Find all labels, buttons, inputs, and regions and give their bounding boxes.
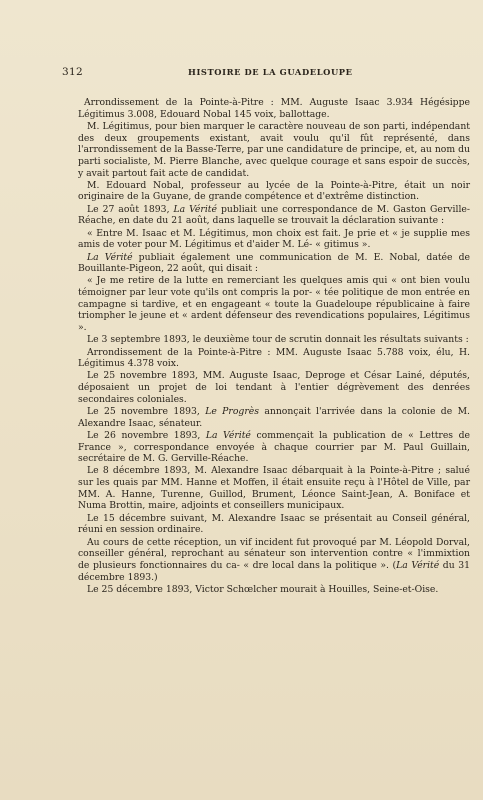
paragraph: [78, 537, 470, 584]
newspaper-title: Le Progrès: [205, 406, 259, 417]
page-number: 312: [62, 66, 83, 78]
running-title: HISTOIRE DE LA GUADELOUPE: [188, 67, 353, 77]
newspaper-title: La Vérité: [173, 203, 217, 215]
page-header: [62, 66, 466, 78]
paragraph: [78, 370, 470, 405]
newspaper-title: La Vérité: [205, 429, 251, 441]
paragraph: [78, 513, 470, 536]
paragraph-text: Le 8 décembre 1893, M. Alexandre Isaac débarquait à la Pointe-à-Pitre ; salué sur les quais par MM. Hanne et Moffen, il était ensuite reçu à l'Hôtel de Ville, par MM. A. Hanne, Turenne, Guillod, Brument, Léonce Saint-Jean, A. Boniface et Numa Brottin, maire, adjoints et conseillers municipaux.: [78, 465, 470, 512]
paragraph-text: commençait la publication de « Lettres de France », correspondance envoyée à chaque courrier par M. Paul Guillain, secrétaire de M. G. Gerville-Réache.: [78, 429, 470, 465]
paragraph-text: « Je me retire de la lutte en remerciant les quelques amis qui « ont bien voulu témoigner par leur vote qu'ils ont compris la por- « tée politique de mon entrée en campagne si tardive, et en engageant « toute la Guadeloupe républicaine à faire triompher le jeune et « ardent défenseur des revendications populaires, Légitimus ».: [78, 275, 470, 334]
paragraph-text: « Entre M. Isaac et M. Légitimus, mon choix est fait. Je prie et « je supplie mes amis de voter pour M. Légitimus et d'aider M. Lé- « gitimus ».: [78, 227, 470, 251]
paragraph: [78, 406, 470, 429]
paragraph-text: Arrondissement de la Pointe-à-Pitre : MM. Auguste Isaac 5.788 voix, élu, H. Légitimus 4.378 voix.: [78, 346, 470, 370]
paragraph: [78, 584, 470, 596]
paragraph-text: M. Edouard Nobal, professeur au lycée de la Pointe-à-Pitre, était un noir originaire de la Guyane, de grande compétence et d'extrême distinction.: [78, 179, 470, 203]
paragraph: [78, 430, 470, 465]
paragraph-text: Le 3 septembre 1893, le deuxième tour de scrutin donnait les résultats suivants :: [87, 334, 469, 346]
paragraph-text: du 31 décembre 1893.): [78, 559, 470, 583]
page-body: [78, 97, 470, 596]
paragraph: [78, 347, 470, 370]
paragraph-text: Le 15 décembre suivant, M. Alexandre Isaac se présentait au Conseil général, réuni en session ordinaire.: [78, 512, 470, 536]
paragraph: [78, 228, 470, 251]
paragraph-text: Au cours de cette réception, un vif incident fut provoqué par M. Léopold Dorval, conseiller général, reprochant au sénateur son intervention contre « l'immixtion de plusieurs fonctionnaires du ca- « dre local dans la politique ». (: [78, 536, 470, 571]
paragraph-text: publiait une correspondance de M. Gaston Gerville-Réache, en date du 21 août, dans laquelle se trouvait la déclaration suivante :: [78, 203, 471, 227]
paragraph-text: Le 25 novembre 1893,: [87, 406, 206, 417]
paragraph-text: Le 25 décembre 1893, Victor Schœlcher mourait à Houilles, Seine-et-Oise.: [87, 583, 439, 595]
paragraph-text: Arrondissement de la Pointe-à-Pitre : MM. Auguste Isaac 3.934 Hégésippe Légitimus 3.008, Edouard Nobal 145 voix, ballottage.: [78, 97, 470, 120]
paragraph: [78, 121, 470, 179]
paragraph-text: annonçait l'arrivée dans la colonie de M. Alexandre Isaac, sénateur.: [78, 406, 470, 429]
paragraph: [78, 204, 470, 227]
paragraph-text: Le 27 août 1893,: [87, 203, 174, 215]
paragraph: [78, 97, 470, 120]
paragraph-text: M. Légitimus, pour bien marquer le caractère nouveau de son parti, indépendant des deux groupements existant, avait voulu qu'il fût représenté, dans l'arrondissement de la Basse-Terre, par une candidature de principe, et, au nom du parti socialiste, M. Pierre Blanche, avec quelque courage et sans espoir de succès, y avait partout fait acte de candidat.: [78, 120, 470, 179]
paragraph: [78, 180, 470, 203]
newspaper-title: La Vérité: [396, 559, 440, 571]
paragraph: [78, 465, 470, 512]
paragraph-text: Le 26 novembre 1893,: [87, 429, 206, 441]
paragraph: [78, 252, 470, 275]
paragraph-text: Le 25 novembre 1893, MM. Auguste Isaac, Deproge et César Lainé, députés, déposaient un projet de loi tendant à l'entier dégrèvement des denrées secondaires coloniales.: [78, 370, 470, 405]
paragraph: [78, 275, 470, 333]
paragraph: [78, 334, 470, 346]
newspaper-title: La Vérité: [87, 251, 133, 263]
paragraph-text: publiait également une communication de M. E. Nobal, datée de Bouillante-Pigeon, 22 août, qui disait :: [78, 251, 470, 275]
